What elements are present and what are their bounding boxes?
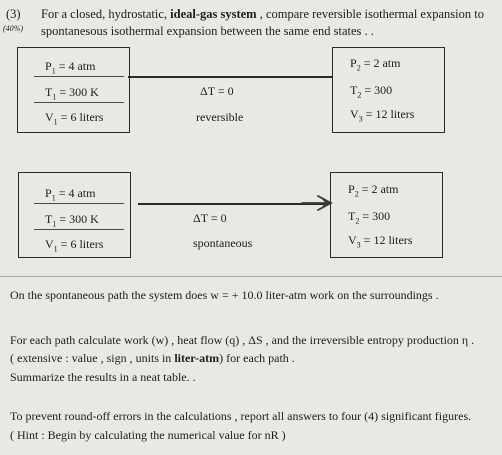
path2-initial-divider [34,229,124,230]
spontaneous-work-statement: On the spontaneous path the system does w = + 10.0 liter-atm work on the surroundings . [10,288,439,302]
units-instruction: ( extensive : value , sign , units in liter-atm) for each path . [10,351,295,365]
path1-process-line [128,76,332,78]
path2-initial-volume: $V_1 = 6$ liters [45,237,104,254]
path1-initial-temperature: $T_1 = 300$ K [45,85,99,102]
path1-final-pressure: $P_2 = 2$ atm [350,56,401,73]
problem-number: (3) [6,7,21,21]
rounding-instruction: To prevent round-off errors in the calculations , report all answers to four (4) significant figures. [10,409,472,423]
path1-initial-divider [34,102,124,103]
path2-final-temperature: $T_2 = 300$ [348,209,391,226]
path2-initial-temperature: $T_1 = 300$ K [45,212,99,229]
problem-statement-line1: For a closed, hydrostatic, ideal-gas system , compare reversible isothermal expansion to [41,7,484,21]
path2-arrow-icon [300,194,334,212]
summary-instruction: Summarize the results in a neat table. . [10,370,196,384]
path1-final-volume: $V_3 = 12$ liters [350,107,415,124]
path2-final-pressure: $P_2 = 2$ atm [348,182,399,199]
path1-initial-volume: $V_1 = 6$ liters [45,110,104,127]
path2-initial-pressure: $P_1 = 4$ atm [45,186,96,203]
section-divider [0,276,502,277]
path2-delta-t: ΔT = 0 [193,211,227,225]
path1-delta-t: ΔT = 0 [200,84,234,98]
path1-final-temperature: $T_2 = 300$ [350,83,393,100]
problem-points: (40%) [3,24,23,33]
path2-initial-divider [34,203,124,204]
path2-process-label: spontaneous [193,236,253,250]
path1-process-label: reversible [196,110,244,124]
problem-statement-line2: spontanesous isothermal expansion between the same end states . . [41,24,374,38]
calculation-instruction: For each path calculate work (w) , heat flow (q) , ΔS , and the irreversible entropy production η . [10,333,475,347]
path2-final-volume: $V_3 = 12$ liters [348,233,413,250]
path1-initial-pressure: $P_1 = 4$ atm [45,59,96,76]
hint-text: ( Hint : Begin by calculating the numerical value for nR ) [10,428,286,442]
path1-initial-divider [34,76,124,77]
